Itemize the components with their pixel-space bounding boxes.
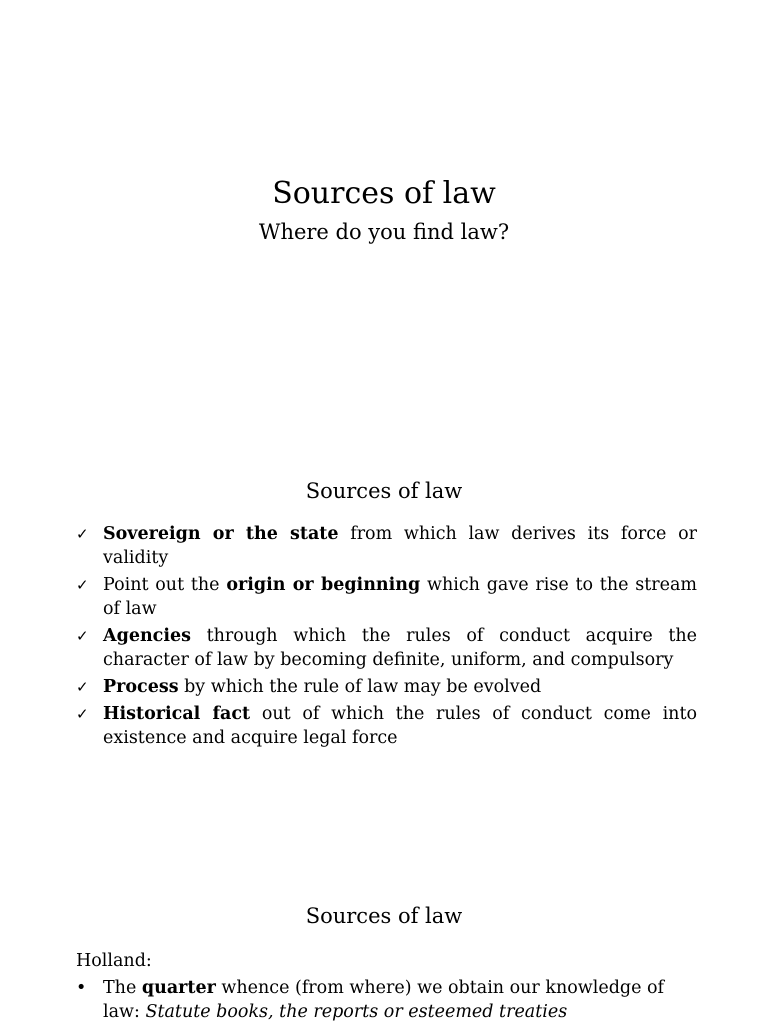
list-item: [76, 976, 706, 1024]
slide3-title: Sources of law: [305, 904, 463, 928]
item-text: which gave rise to the stream of law: [103, 575, 697, 619]
list-item: [76, 702, 697, 750]
bullet-icon: •: [76, 978, 87, 998]
list-item: [76, 624, 697, 672]
slide1-subtitle: Where do you find law?: [258, 220, 510, 244]
slide2-checklist: [76, 522, 697, 753]
item-bold: quarter: [141, 978, 216, 998]
item-bold: Agencies: [103, 626, 191, 646]
check-icon: ✓: [76, 678, 89, 696]
item-text: out of which the rules of conduct come into existence and acquire legal force: [103, 704, 698, 748]
item-text: Point out the: [103, 575, 227, 595]
item-bold: Sovereign or the state: [103, 524, 339, 544]
check-icon: ✓: [76, 576, 89, 594]
check-icon: ✓: [76, 525, 89, 543]
item-text: The: [103, 978, 142, 998]
holland-label: Holland:: [76, 951, 152, 971]
slide3-bullet-list: [76, 976, 706, 1024]
list-item: [76, 675, 697, 699]
check-icon: ✓: [76, 705, 89, 723]
item-bold: origin or beginning: [226, 575, 421, 595]
item-italic: Statute books, the reports or esteemed treaties: [145, 1002, 568, 1022]
item-text: whence (from where) we obtain our knowledge of law:: [103, 978, 665, 1022]
item-bold: Historical fact: [103, 704, 251, 724]
check-icon: ✓: [76, 627, 89, 645]
item-text: by which the rule of law may be evolved: [178, 677, 542, 697]
item-text: from which law derives its force or validity: [103, 524, 697, 568]
list-item: [76, 522, 697, 570]
item-text: through which the rules of conduct acquire the character of law by becoming definite, uniform, and compulsory: [103, 626, 697, 670]
item-bold: Process: [103, 677, 179, 697]
slide2-title: Sources of law: [305, 479, 463, 503]
slide1-title: Sources of law: [272, 176, 496, 211]
list-item: [76, 573, 697, 621]
